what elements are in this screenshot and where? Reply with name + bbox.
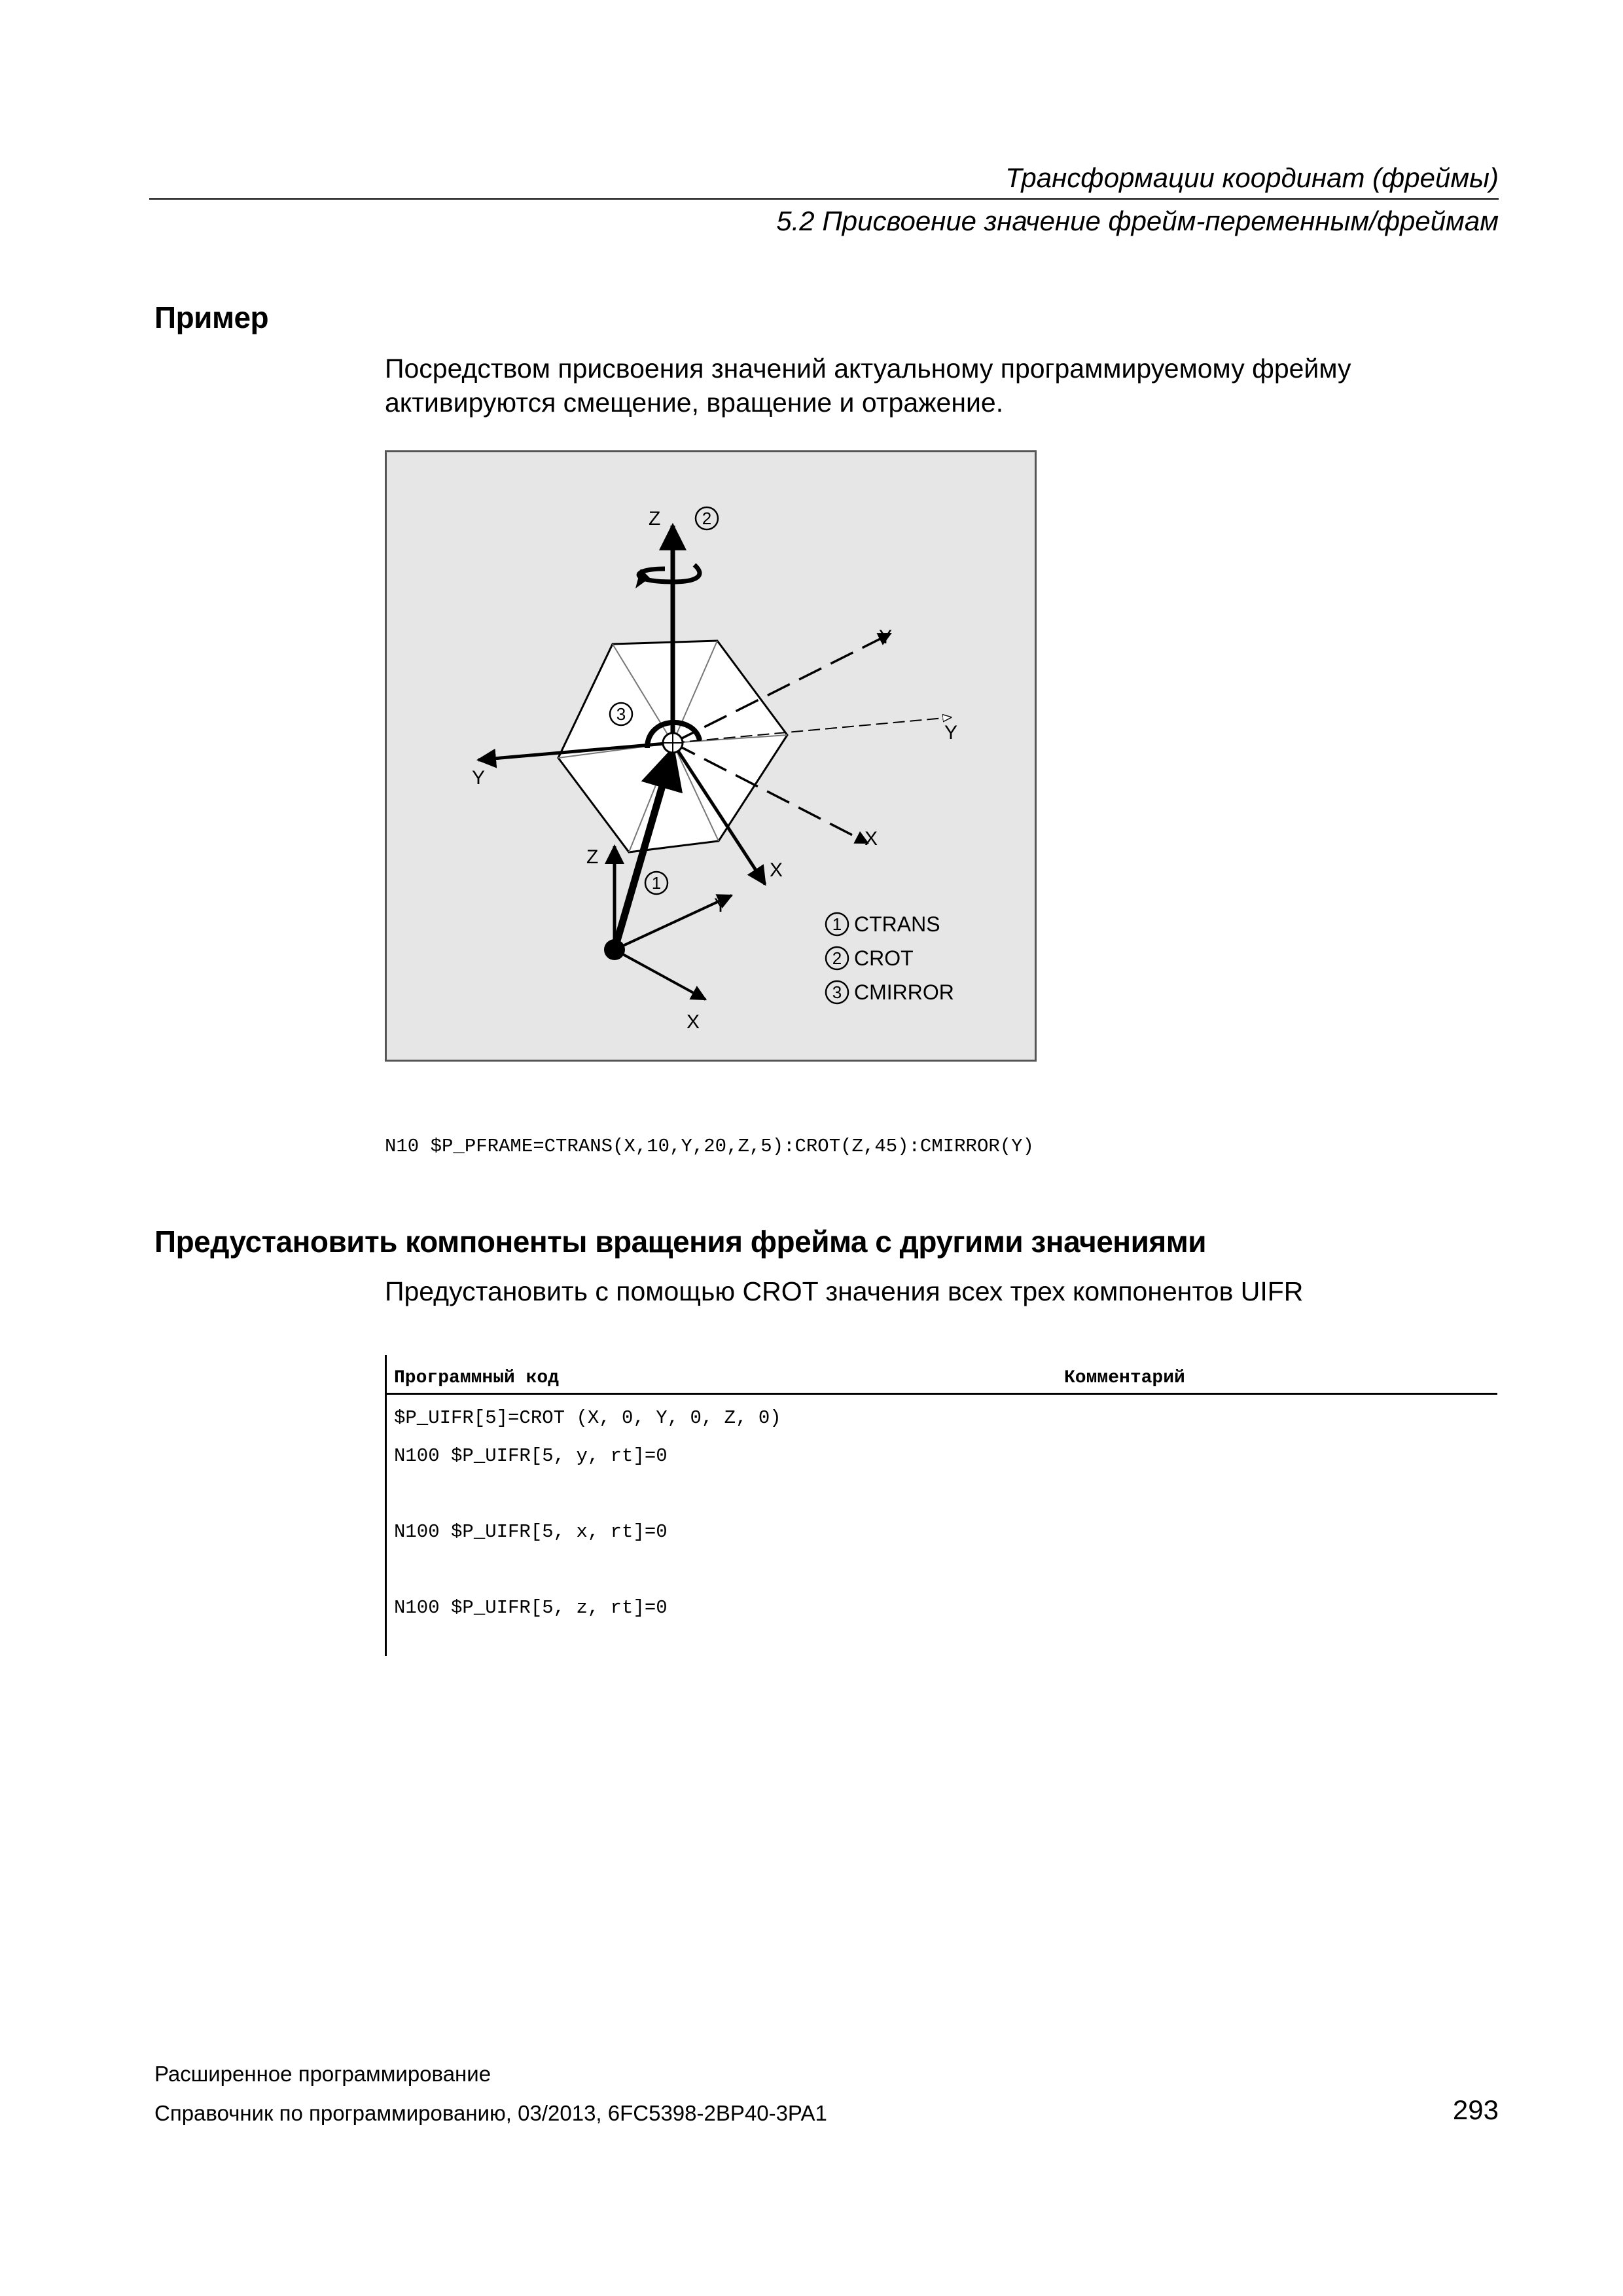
legend-num-2: 2 <box>832 948 842 968</box>
label-x-right: X <box>865 828 878 850</box>
table-row: N100 $P_UIFR[5, x, rt]=0 <box>394 1521 668 1543</box>
table-row: N100 $P_UIFR[5, z, rt]=0 <box>394 1597 668 1619</box>
legend-num-1: 1 <box>832 914 842 934</box>
frame-diagram <box>387 452 1039 1064</box>
origin-point <box>604 939 625 960</box>
frame-transformation-figure <box>385 450 1037 1062</box>
example-text-line-1: Посредством присвоения значений актуальному программируемому фрейму <box>385 353 1351 384</box>
table-row: N100 $P_UIFR[5, y, rt]=0 <box>394 1445 668 1467</box>
label-y-left: Y <box>472 767 486 789</box>
legend-num-3: 3 <box>832 982 842 1002</box>
label-z-top: Z <box>649 508 661 529</box>
running-header-chapter: Трансформации координат (фреймы) <box>1005 162 1499 193</box>
label-x-origin: X <box>687 1011 700 1033</box>
legend-label-crot: CROT <box>854 946 914 970</box>
label-y-origin: Y <box>714 895 728 916</box>
footer-reference: Справочник по программированию, 03/2013, 6FC5398-2BP40-3PA1 <box>154 2101 827 2125</box>
table-header-rule <box>385 1393 1497 1395</box>
figure-legend <box>826 912 954 1004</box>
header-rule <box>149 198 1499 200</box>
preset-text: Предустановить с помощью CROT значения всех трех компонентов UIFR <box>385 1276 1304 1306</box>
example-text-line-2: активируются смещение, вращение и отражение. <box>385 387 1004 418</box>
label-y-mirrored: Y <box>944 722 958 744</box>
page-number: 293 <box>1452 2094 1499 2125</box>
example-heading: Пример <box>154 300 269 334</box>
legend-label-cmirror: CMIRROR <box>854 980 954 1004</box>
origin-x-axis <box>615 950 705 999</box>
code-example: N10 $P_PFRAME=CTRANS(X,10,Y,20,Z,5):CROT(Z,45):CMIRROR(Y) <box>385 1136 1034 1157</box>
code-table <box>385 1355 1497 1656</box>
label-z-origin: Z <box>586 846 599 868</box>
table-header-comment: Комментарий <box>1064 1368 1185 1388</box>
table-header-code: Программный код <box>394 1368 560 1388</box>
table-row: $P_UIFR[5]=CROT (X, 0, Y, 0, Z, 0) <box>394 1407 781 1429</box>
marker-3: 3 <box>616 704 626 724</box>
marker-2: 2 <box>702 509 712 528</box>
running-header-section: 5.2 Присвоение значение фрейм-переменным/фреймам <box>776 206 1499 236</box>
marker-1: 1 <box>651 873 662 893</box>
table-left-rule <box>385 1355 387 1656</box>
label-y-upper-right: Y <box>879 626 893 648</box>
legend-label-ctrans: CTRANS <box>854 912 940 936</box>
label-x-rotated: X <box>770 859 783 881</box>
preset-heading: Предустановить компоненты вращения фрейма с другими значениями <box>154 1225 1207 1259</box>
footer-title: Расширенное программирование <box>154 2062 491 2086</box>
